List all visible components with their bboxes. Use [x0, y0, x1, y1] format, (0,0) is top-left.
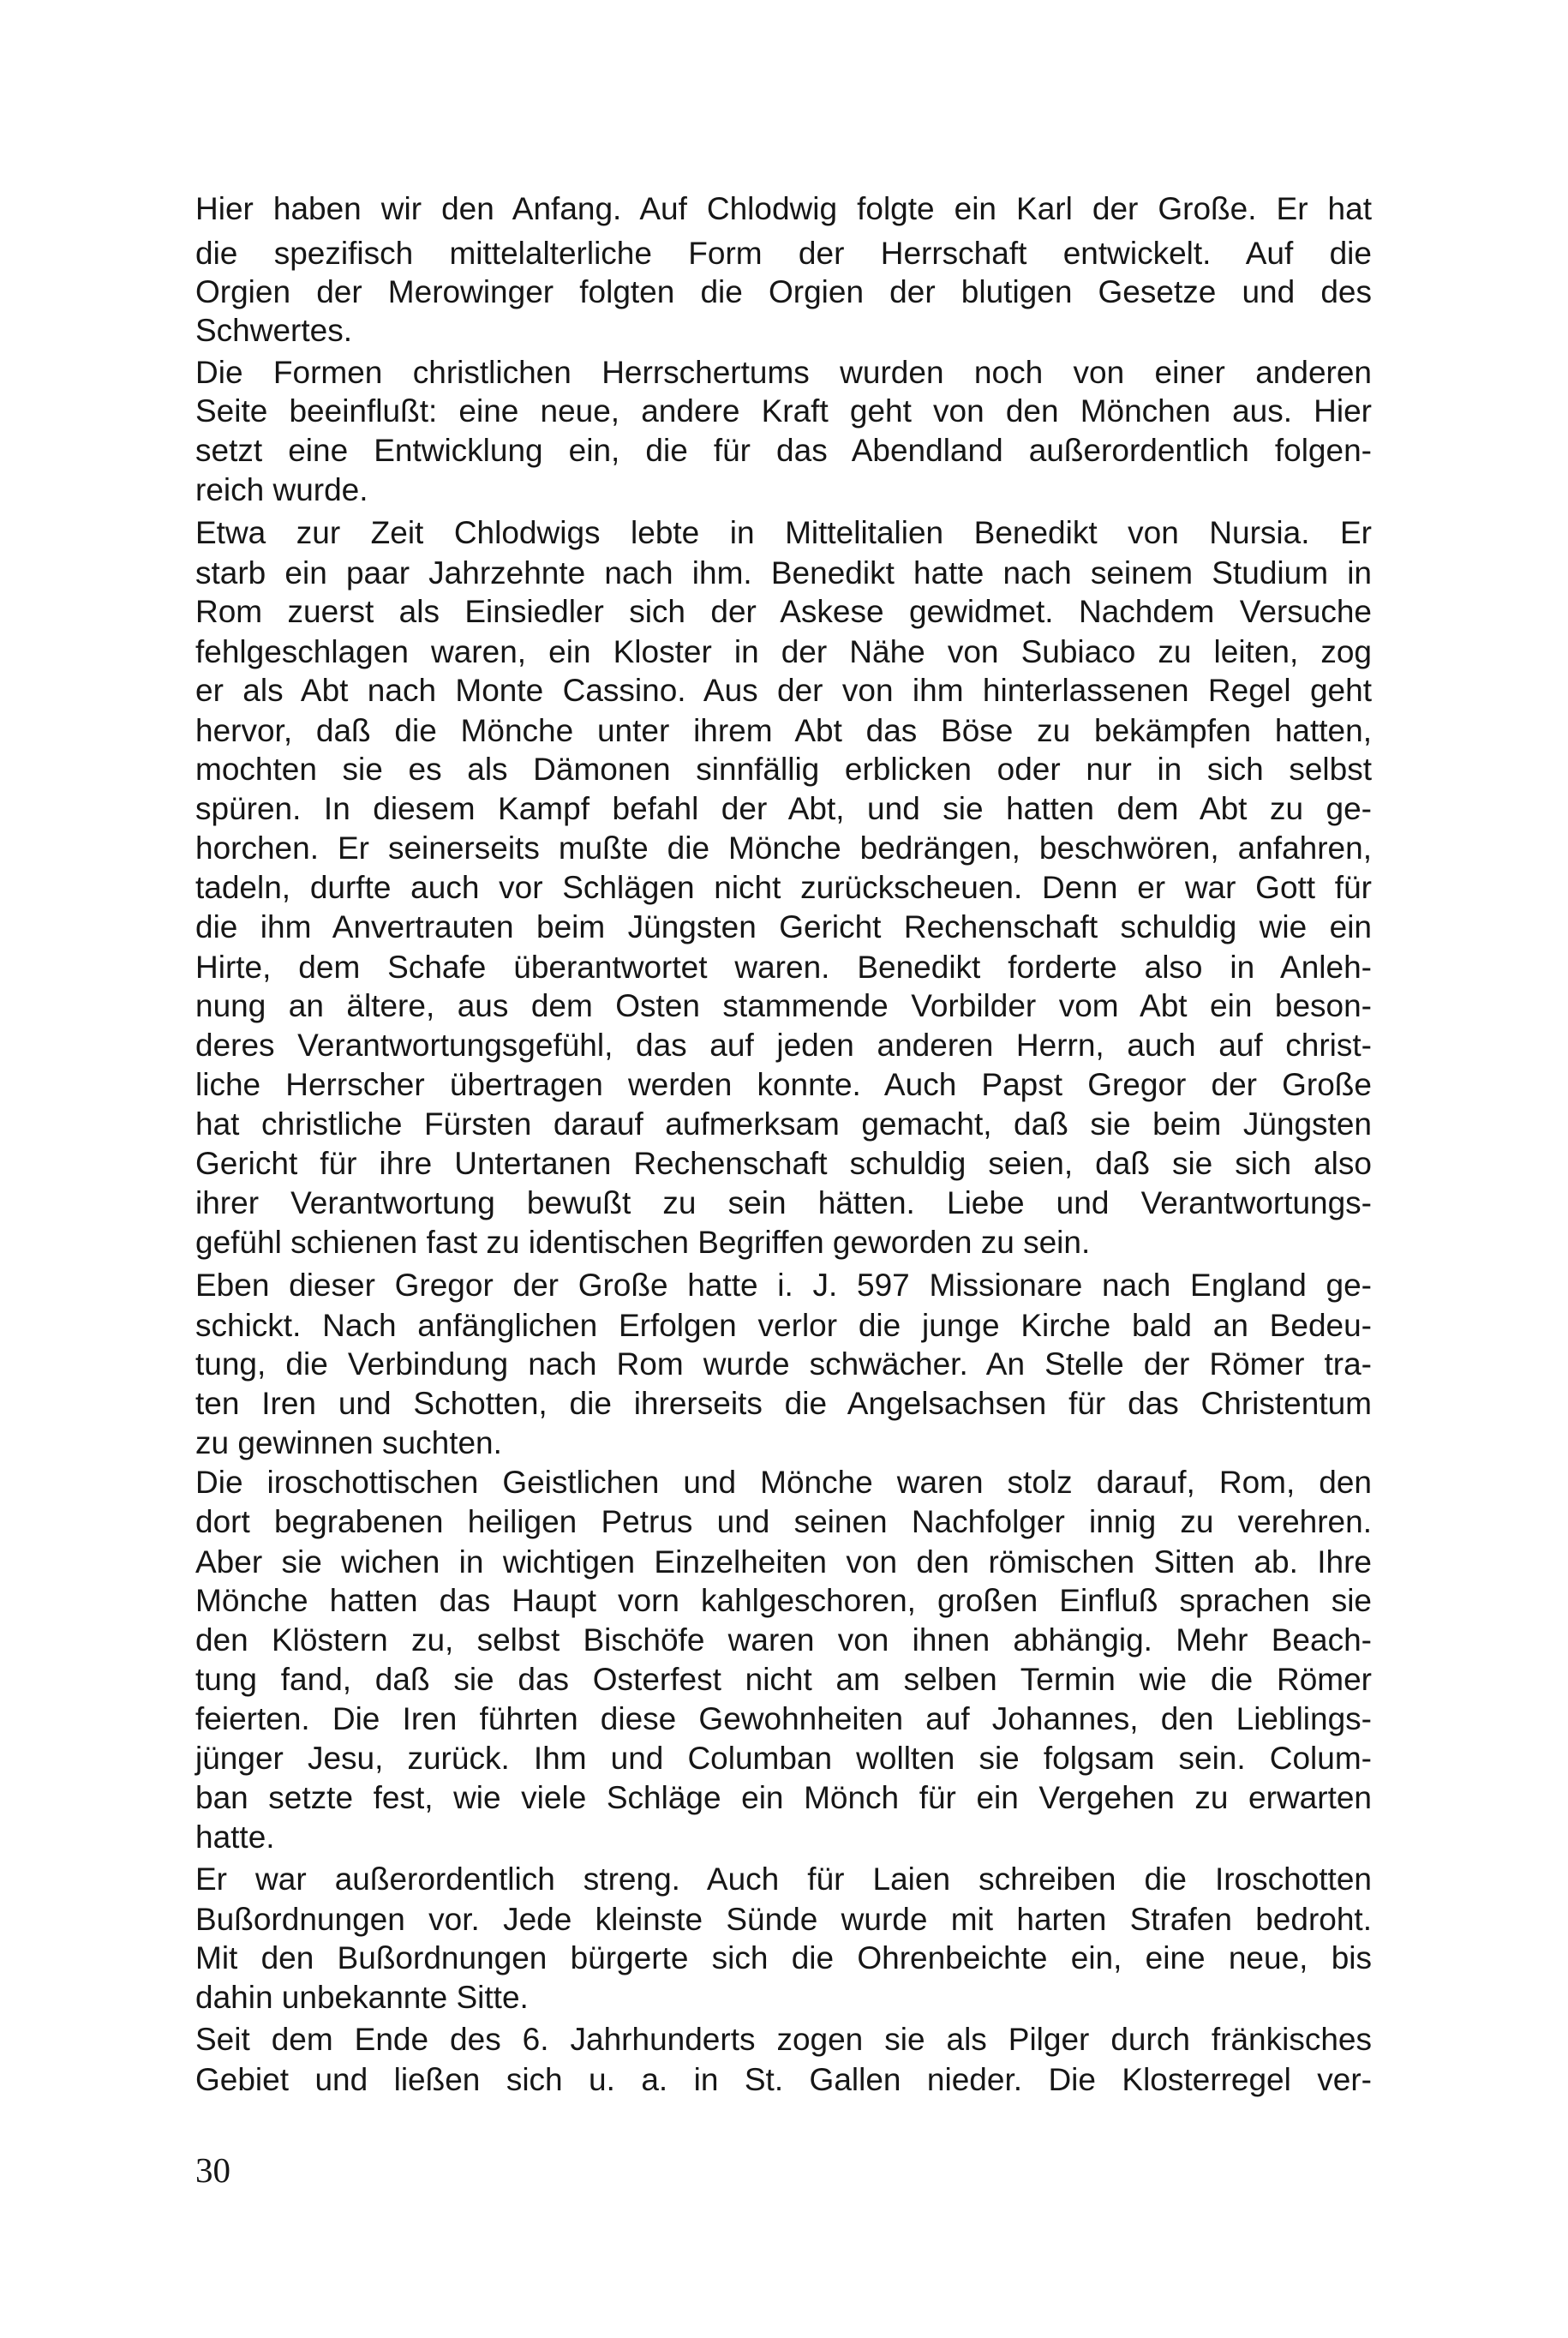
text-line: Bußordnungen vor. Jede kleinste Sünde wurde mit harten Strafen bedroht. [195, 1902, 1372, 1937]
text-line: Etwa zur Zeit Chlodwigs lebte in Mittelitalien Benedikt von Nursia. Er [195, 515, 1372, 550]
text-line: ten Iren und Schotten, die ihrerseits die Angelsachsen für das Christentum [195, 1386, 1372, 1421]
text-line: horchen. Er seinerseits mußte die Mönche bedrängen, beschwören, anfahren, [195, 830, 1372, 866]
text-line: Rom zuerst als Einsiedler sich der Askese gewidmet. Nachdem Versuche [195, 594, 1372, 629]
text-line: Schwertes. [195, 313, 353, 348]
text-line: Mönche hatten das Haupt vorn kahlgeschoren, großen Einfluß sprachen sie [195, 1583, 1372, 1618]
text-line: ban setzte fest, wie viele Schläge ein Mönch für ein Vergehen zu erwarten [195, 1780, 1372, 1815]
text-line: Aber sie wichen in wichtigen Einzelheiten von den römischen Sitten ab. Ihre [195, 1544, 1372, 1580]
text-line: jünger Jesu, zurück. Ihm und Columban wollten sie folgsam sein. Colum- [195, 1741, 1372, 1776]
text-line: Hirte, dem Schafe überantwortet waren. Benedikt forderte also in Anleh- [195, 950, 1372, 985]
text-line: hervor, daß die Mönche unter ihrem Abt das Böse zu bekämpfen hatten, [195, 713, 1372, 748]
text-line: Eben dieser Gregor der Große hatte i. J. 597 Missionare nach England ge- [195, 1268, 1372, 1303]
text-line: er als Abt nach Monte Cassino. Aus der von ihm hinterlassenen Regel geht [195, 673, 1372, 708]
text-line: hat christliche Fürsten darauf aufmerksam gemacht, daß sie beim Jüngsten [195, 1106, 1372, 1142]
text-line: tung fand, daß sie das Osterfest nicht am selben Termin wie die Römer [195, 1662, 1372, 1697]
text-line: ihrer Verantwortung bewußt zu sein hätten. Liebe und Verantwortungs- [195, 1185, 1372, 1220]
text-line: hatte. [195, 1819, 275, 1855]
text-line: setzt eine Entwicklung ein, die für das Abendland außerordentlich folgen- [195, 433, 1372, 468]
text-line: mochten sie es als Dämonen sinnfällig erblicken oder nur in sich selbst [195, 752, 1372, 787]
text-line: deres Verantwortungsgefühl, das auf jeden anderen Herrn, auch auf christ- [195, 1028, 1372, 1063]
text-line: starb ein paar Jahrzehnte nach ihm. Benedikt hatte nach seinem Studium in [195, 555, 1372, 590]
text-line: schickt. Nach anfänglichen Erfolgen verlor die junge Kirche bald an Bedeu- [195, 1308, 1372, 1343]
text-line: Orgien der Merowinger folgten die Orgien der blutigen Gesetze und des [195, 274, 1372, 309]
text-line: den Klöstern zu, selbst Bischöfe waren von ihnen abhängig. Mehr Beach- [195, 1622, 1372, 1658]
text-line: dahin unbekannte Sitte. [195, 1980, 529, 2015]
text-line: Gericht für ihre Untertanen Rechenschaft schuldig seien, daß sie sich also [195, 1146, 1372, 1181]
text-line: Hier haben wir den Anfang. Auf Chlodwig folgte ein Karl der Große. Er hat [195, 191, 1372, 226]
text-line: Seite beeinflußt: eine neue, andere Kraft geht von den Mönchen aus. Hier [195, 393, 1372, 429]
text-line: feierten. Die Iren führten diese Gewohnheiten auf Johannes, den Lieblings- [195, 1701, 1372, 1736]
text-line: tadeln, durfte auch vor Schlägen nicht zurückscheuen. Denn er war Gott für [195, 870, 1372, 905]
page-number: 30 [195, 2150, 230, 2190]
text-line: Er war außerordentlich streng. Auch für Laien schreiben die Iroschotten [195, 1861, 1372, 1897]
text-line: Die Formen christlichen Herrschertums wurden noch von einer anderen [195, 355, 1372, 390]
text-line: gefühl schienen fast zu identischen Begriffen geworden zu sein. [195, 1225, 1091, 1260]
text-line: fehlgeschlagen waren, ein Kloster in der Nähe von Subiaco zu leiten, zog [195, 634, 1372, 669]
text-line: die ihm Anvertrauten beim Jüngsten Gericht Rechenschaft schuldig wie ein [195, 909, 1372, 944]
text-line: tung, die Verbindung nach Rom wurde schwächer. An Stelle der Römer tra- [195, 1346, 1372, 1382]
text-line: Gebiet und ließen sich u. a. in St. Gallen nieder. Die Klosterregel ver- [195, 2062, 1372, 2097]
text-line: nung an ältere, aus dem Osten stammende Vorbilder vom Abt ein beson- [195, 988, 1372, 1023]
text-line: Die iroschottischen Geistlichen und Mönche waren stolz darauf, Rom, den [195, 1465, 1372, 1500]
text-line: Mit den Bußordnungen bürgerte sich die Ohrenbeichte ein, eine neue, bis [195, 1940, 1372, 1975]
text-line: spüren. In diesem Kampf befahl der Abt, und sie hatten dem Abt zu ge- [195, 791, 1372, 826]
text-line: Seit dem Ende des 6. Jahrhunderts zogen sie als Pilger durch fränkisches [195, 2022, 1372, 2057]
text-line: die spezifisch mittelalterliche Form der Herrschaft entwickelt. Auf die [195, 236, 1372, 271]
text-line: liche Herrscher übertragen werden konnte. Auch Papst Gregor der Große [195, 1067, 1372, 1102]
text-line: reich wurde. [195, 472, 368, 507]
text-line: zu gewinnen suchten. [195, 1425, 502, 1460]
text-line: dort begrabenen heiligen Petrus und seinen Nachfolger innig zu verehren. [195, 1504, 1372, 1539]
